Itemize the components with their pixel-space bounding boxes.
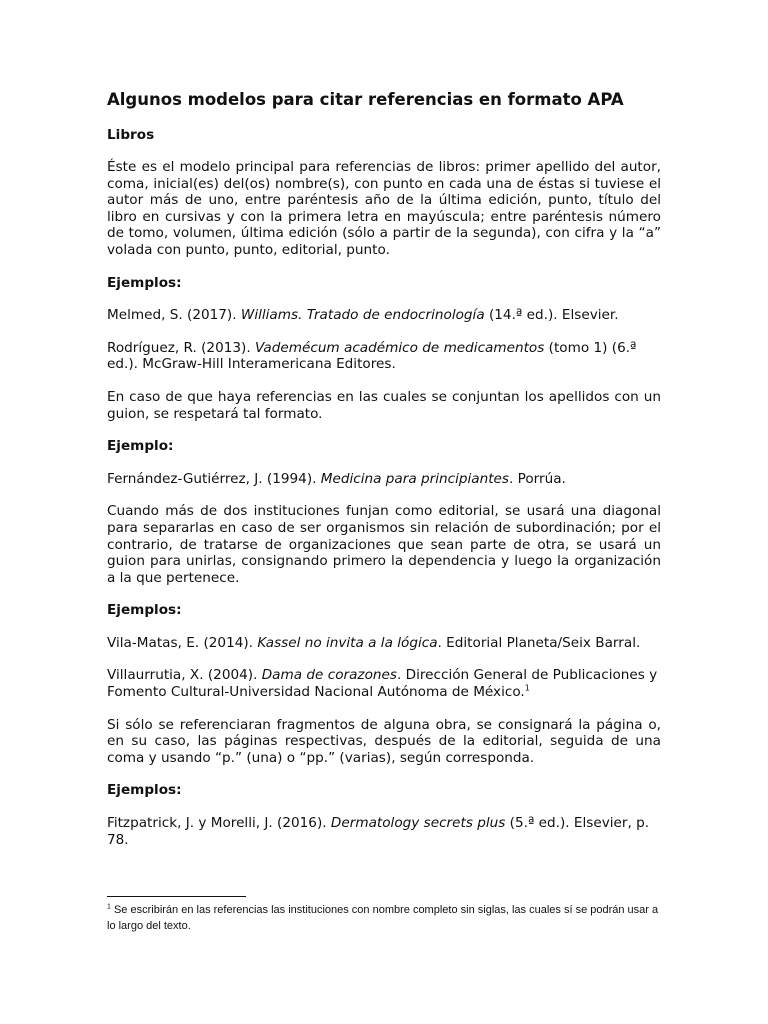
footnote-text: Se escribirán en las referencias las instituciones con nombre completo sin siglas, las cuales sí se podrán usar a lo largo del texto. — [107, 904, 659, 932]
footnote-reference[interactable]: 1 — [524, 683, 530, 693]
reference-title: Williams. Tratado de endocrinología — [240, 307, 485, 324]
examples-label: Ejemplos: — [107, 602, 182, 619]
footnote-number: 1 — [107, 903, 111, 911]
reference-author: Villaurrutia, X. (2004). — [107, 667, 262, 684]
page-title: Algunos modelos para citar referencias en formato APA — [107, 90, 624, 109]
institutions-paragraph: Cuando más de dos instituciones funjan como editorial, se usará una diagonal para separarlas en caso de ser organismos sin relación de subordinación; por el contrario, de tratarse de organizaciones que sean parte de otra, se usará un guion para unirlas, consignando primero la dependencia y luego la organización a la que pertenece. — [107, 503, 661, 586]
reference-fernandez — [107, 471, 661, 488]
fragments-paragraph: Si sólo se referenciaran fragmentos de alguna obra, se consignará la página o, en su caso, las páginas respectivas, después de la editorial, seguida de una coma y usando “p.” (una) o “pp.” (varias), según corresponda. — [107, 716, 661, 766]
reference-title: Vademécum académico de medicamentos — [254, 339, 545, 356]
reference-title: Kassel no invita a la lógica — [257, 634, 438, 651]
footnote-separator — [107, 896, 246, 897]
reference-author: Fitzpatrick, J. y Morelli, J. (2016). — [107, 815, 331, 832]
reference-author: Melmed, S. (2017). — [107, 307, 241, 324]
reference-details: (tomo 1) (6.ª ed.). McGraw-Hill Interamericana Editores. — [107, 339, 637, 373]
document-page — [107, 90, 661, 864]
reference-details: . Porrúa. — [508, 470, 566, 487]
reference-details: . Editorial Planeta/Seix Barral. — [437, 634, 641, 651]
reference-author: Rodríguez, R. (2013). — [107, 339, 255, 356]
reference-details: (5.ª ed.). Elsevier, p. 78. — [107, 815, 650, 848]
reference-details: . Dirección General de Publicaciones y Fomento Cultural-Universidad Nacional Autónoma de México. — [107, 667, 658, 701]
reference-fitzpatrick — [107, 815, 661, 848]
examples-label: Ejemplos: — [107, 782, 182, 799]
intro-paragraph: Éste es el modelo principal para referencias de libros: primer apellido del autor, coma, inicial(es) del(os) nombre(s), con punto en cada una de éstas si tuviese el autor más de uno, entre paréntesis año de la última edición, punto, título del libro en cursivas y con la primera letra en mayúscula; entre paréntesis número de tomo, volumen, última edición (sólo a partir de la segunda), con cifra y la “a” volada con punto, punto, editorial, punto. — [107, 159, 661, 258]
reference-villaurrutia — [107, 667, 661, 700]
example-label: Ejemplo: — [107, 438, 174, 455]
reference-vila-matas — [107, 635, 661, 652]
hyphen-paragraph: En caso de que haya referencias en las cuales se conjuntan los apellidos con un guion, se respetará tal formato. — [107, 388, 661, 422]
reference-author: Fernández-Gutiérrez, J. (1994). — [107, 470, 321, 487]
examples-label: Ejemplos: — [107, 274, 182, 291]
reference-details: (14.ª ed.). Elsevier. — [484, 307, 619, 324]
footnote — [107, 902, 667, 934]
reference-title: Dama de corazones — [261, 667, 397, 684]
reference-title: Medicina para principiantes — [320, 470, 509, 487]
section-heading-libros: Libros — [107, 127, 155, 143]
reference-title: Dermatology secrets plus — [330, 815, 506, 832]
reference-melmed — [107, 307, 661, 324]
reference-rodriguez — [107, 340, 661, 373]
reference-author: Vila-Matas, E. (2014). — [107, 634, 258, 651]
